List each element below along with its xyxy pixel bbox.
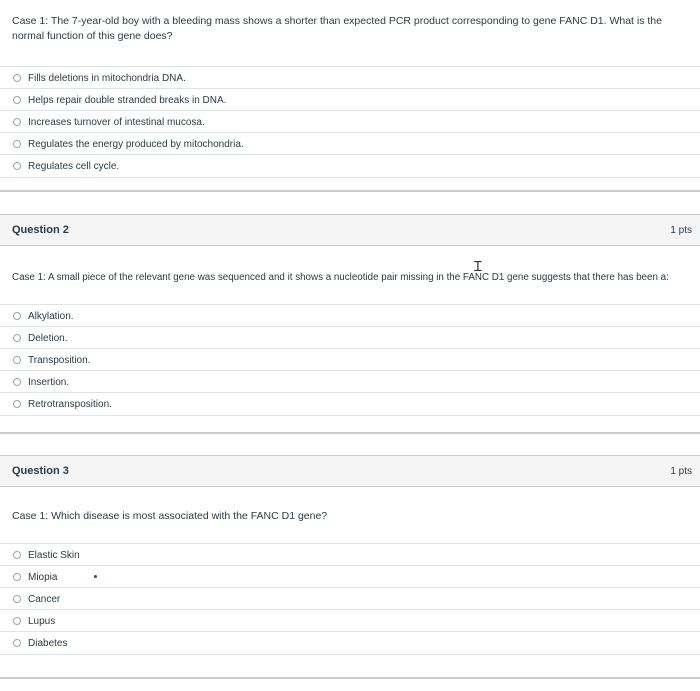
answer-label: Diabetes [28,637,68,649]
answer-label: Elastic Skin [28,549,80,561]
question-1-text: Case 1: The 7-year-old boy with a bleeding mass shows a shorter than expected PCR product corresponding to gene FANC D1. What is the normal function of this gene does? [12,15,662,42]
question-3-answer-5[interactable] [0,631,700,655]
answer-label: Deletion. [28,332,68,344]
radio-icon[interactable] [13,312,21,320]
answer-label: Lupus [28,615,56,627]
question-2-body [0,246,700,432]
question-2-answer-3[interactable] [0,348,700,371]
answer-label: Regulates the energy produced by mitochondria. [28,138,244,150]
question-2-answer-4[interactable] [0,370,700,393]
question-3-answer-3[interactable] [0,587,700,610]
question-2-header [0,214,700,246]
question-2-answer-2[interactable] [0,326,700,349]
question-divider [0,677,700,679]
radio-icon[interactable] [13,356,21,364]
radio-icon[interactable] [13,400,21,408]
answer-label: Helps repair double stranded breaks in DNA. [28,94,227,106]
question-1-answer-3[interactable] [0,110,700,133]
answer-label: Alkylation. [28,310,74,322]
question-1-answer-4[interactable] [0,132,700,155]
radio-icon[interactable] [13,74,21,82]
question-3-text: Case 1: Which disease is most associated with the FANC D1 gene? [12,510,328,522]
radio-icon[interactable] [13,639,21,647]
radio-icon[interactable] [13,595,21,603]
answer-label: Miopia [28,571,58,583]
question-3-answer-4[interactable] [0,609,700,632]
question-3-answer-2[interactable] [0,565,700,588]
answer-label: Insertion. [28,376,70,388]
radio-icon[interactable] [13,162,21,170]
question-3-points: 1 pts [670,466,692,477]
radio-icon[interactable] [13,96,21,104]
answer-label: Fills deletions in mitochondria DNA. [28,72,186,84]
radio-icon[interactable] [13,378,21,386]
question-3-title: Question 3 [12,465,69,477]
radio-icon[interactable] [13,573,21,581]
question-2-title: Question 2 [12,224,69,236]
question-1-answer-2[interactable] [0,88,700,111]
radio-icon[interactable] [13,140,21,148]
radio-icon[interactable] [13,617,21,625]
question-3-answer-1[interactable] [0,543,700,566]
answer-label: Retrotransposition. [28,398,112,410]
question-2-points: 1 pts [670,225,692,236]
answer-label: Increases turnover of intestinal mucosa. [28,116,205,128]
question-3-header [0,455,700,487]
radio-icon[interactable] [13,551,21,559]
answer-label: Cancer [28,593,61,605]
stray-dot [94,575,97,578]
answer-label: Transposition. [28,354,91,366]
question-2-text: Case 1: A small piece of the relevant gene was sequenced and it shows a nucleotide pair missing in the FANC D1 gene suggests that there has been a: [12,272,669,283]
question-1-body [0,0,700,190]
answer-label: Regulates cell cycle. [28,160,120,172]
question-divider [0,432,700,434]
question-3-body [0,487,700,677]
radio-icon[interactable] [13,334,21,342]
question-2-answer-1[interactable] [0,304,700,327]
question-1-answer-1[interactable] [0,66,700,89]
radio-icon[interactable] [13,118,21,126]
question-1-answer-5[interactable] [0,154,700,178]
text-cursor-icon: Ɪ [474,259,482,275]
question-2-answer-5[interactable] [0,392,700,416]
question-divider [0,190,700,192]
